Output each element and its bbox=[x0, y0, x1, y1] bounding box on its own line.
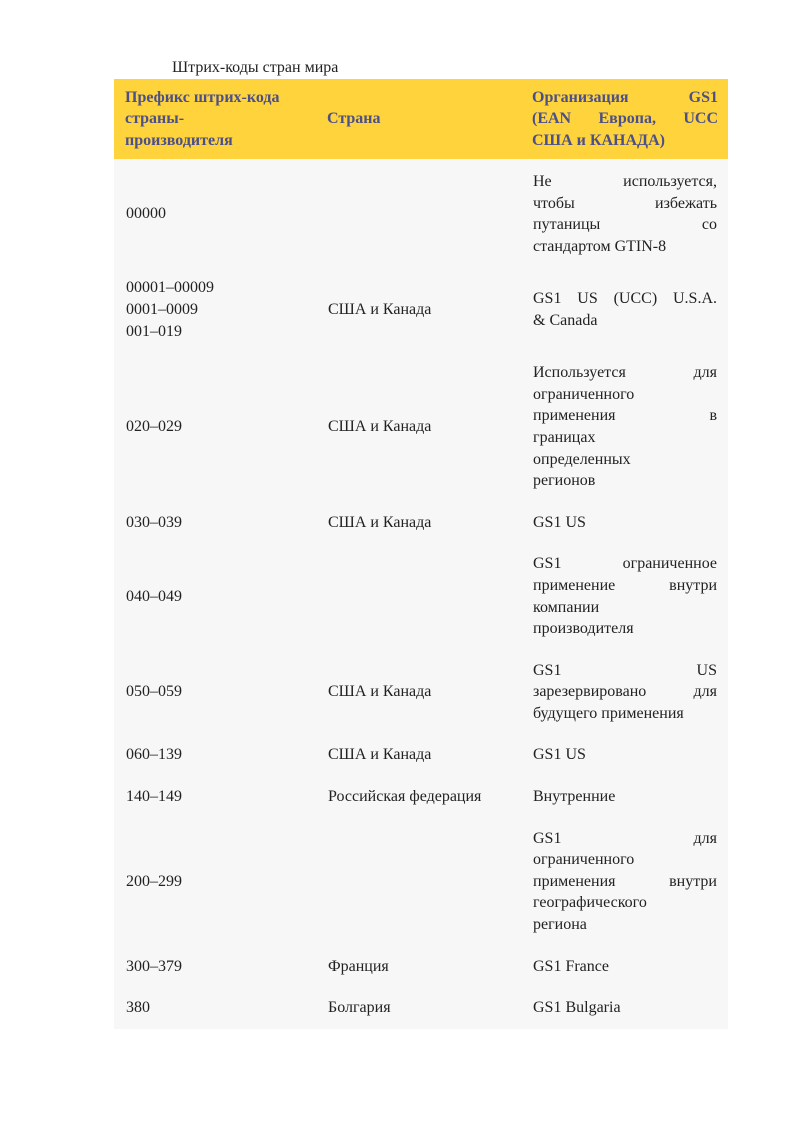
table-row bbox=[114, 734, 728, 776]
header-prefix-line: страны- bbox=[125, 110, 185, 128]
table-row bbox=[114, 267, 728, 352]
organization-line: Внутренние bbox=[533, 788, 616, 806]
organization-line: границах bbox=[533, 428, 596, 446]
organization-line: GS1 US bbox=[533, 513, 586, 531]
header-organization bbox=[521, 79, 728, 159]
country-cell bbox=[316, 818, 521, 946]
prefix-cell bbox=[114, 267, 316, 352]
organization-line: путаницы со bbox=[533, 216, 717, 234]
organization-line: Не используется, bbox=[533, 173, 717, 190]
country-cell: США и Канада bbox=[328, 300, 432, 318]
header-organization-line: США и КАНАДА) bbox=[532, 131, 665, 149]
organization-line: применения внутри bbox=[533, 872, 717, 890]
organization-line: Используется для bbox=[533, 364, 717, 382]
prefix-cell bbox=[114, 776, 316, 818]
organization-line: GS1 ограниченное bbox=[533, 555, 717, 573]
prefix-cell bbox=[114, 502, 316, 544]
organization-line: GS1 для bbox=[533, 829, 717, 847]
header-prefix bbox=[114, 79, 316, 159]
organization-line: зарезервировано для bbox=[533, 683, 717, 701]
table-row bbox=[114, 352, 728, 502]
organization-line: регионов bbox=[533, 472, 596, 490]
organization-line: производителя bbox=[533, 620, 634, 638]
country-cell: Франция bbox=[328, 957, 389, 975]
table-row bbox=[114, 502, 728, 544]
organization-cell bbox=[521, 502, 728, 544]
prefix-cell bbox=[114, 352, 316, 502]
prefix-value: 020–029 bbox=[126, 418, 182, 436]
organization-line: компании bbox=[533, 598, 600, 616]
organization-line: ограниченного bbox=[533, 851, 635, 869]
header-row bbox=[114, 79, 728, 159]
table-header bbox=[114, 79, 728, 159]
country-cell: США и Канада bbox=[328, 513, 432, 531]
table-row bbox=[114, 987, 728, 1029]
prefix-value: 00001–00009 bbox=[126, 279, 214, 297]
organization-line: & Canada bbox=[533, 311, 598, 329]
header-country: Страна bbox=[327, 110, 381, 128]
organization-line: определенных bbox=[533, 450, 631, 468]
prefix-value: 00000 bbox=[126, 205, 166, 223]
organization-line: GS1 US (UCC) U.S.A. bbox=[533, 290, 717, 308]
header-prefix-line: Префикс штрих-кода bbox=[125, 88, 280, 106]
organization-line: GS1 Bulgaria bbox=[533, 999, 621, 1017]
organization-line: применения в bbox=[533, 407, 717, 425]
prefix-value: 030–039 bbox=[126, 513, 182, 531]
organization-line: ограниченного bbox=[533, 385, 635, 403]
country-cell bbox=[316, 159, 521, 267]
prefix-value: 0001–0009 bbox=[126, 300, 198, 318]
organization-cell bbox=[521, 159, 728, 267]
organization-cell bbox=[521, 650, 728, 735]
country-cell: Российская федерация bbox=[328, 788, 482, 806]
country-cell: США и Канада bbox=[328, 418, 432, 436]
header-prefix-line: производителя bbox=[125, 131, 233, 149]
prefix-value: 001–019 bbox=[126, 322, 182, 340]
table-row bbox=[114, 543, 728, 649]
header-organization-line: Организация GS1 bbox=[532, 88, 718, 106]
table-caption: Штрих-коды стран мира bbox=[172, 59, 339, 76]
prefix-value: 050–059 bbox=[126, 683, 182, 701]
header-organization-line: (EAN Европа, UCC bbox=[532, 110, 718, 128]
table-row bbox=[114, 818, 728, 946]
organization-line: GS1 US bbox=[533, 661, 717, 679]
organization-cell bbox=[521, 818, 728, 946]
prefix-value: 380 bbox=[126, 999, 150, 1017]
prefix-value: 060–139 bbox=[126, 746, 182, 764]
organization-line: региона bbox=[533, 916, 587, 934]
organization-cell bbox=[521, 946, 728, 988]
organization-cell bbox=[521, 987, 728, 1029]
prefix-value: 300–379 bbox=[126, 957, 182, 975]
table-body bbox=[114, 159, 728, 1029]
prefix-value: 200–299 bbox=[126, 872, 182, 890]
country-cell: Болгария bbox=[328, 999, 391, 1017]
organization-line: GS1 US bbox=[533, 746, 586, 764]
organization-cell bbox=[521, 352, 728, 502]
prefix-value: 140–149 bbox=[126, 788, 182, 806]
organization-cell bbox=[521, 776, 728, 818]
prefix-cell bbox=[114, 159, 316, 267]
organization-line: будущего применения bbox=[533, 704, 684, 722]
organization-cell bbox=[521, 267, 728, 352]
barcode-prefix-table bbox=[114, 79, 728, 1029]
organization-cell bbox=[521, 543, 728, 649]
table-row bbox=[114, 946, 728, 988]
prefix-cell bbox=[114, 650, 316, 735]
country-cell: США и Канада bbox=[328, 683, 432, 701]
organization-line: GS1 France bbox=[533, 957, 609, 975]
table-row bbox=[114, 650, 728, 735]
prefix-cell bbox=[114, 734, 316, 776]
prefix-cell bbox=[114, 818, 316, 946]
organization-line: чтобы избежать bbox=[533, 194, 717, 212]
prefix-cell bbox=[114, 543, 316, 649]
table-row bbox=[114, 159, 728, 267]
prefix-value: 040–049 bbox=[126, 587, 182, 605]
prefix-cell bbox=[114, 946, 316, 988]
table-row bbox=[114, 776, 728, 818]
prefix-cell bbox=[114, 987, 316, 1029]
organization-line: применение внутри bbox=[533, 576, 717, 594]
organization-cell bbox=[521, 734, 728, 776]
organization-line: географического bbox=[533, 894, 647, 912]
country-cell: США и Канада bbox=[328, 746, 432, 764]
country-cell bbox=[316, 543, 521, 649]
organization-line: стандартом GTIN-8 bbox=[533, 237, 667, 255]
